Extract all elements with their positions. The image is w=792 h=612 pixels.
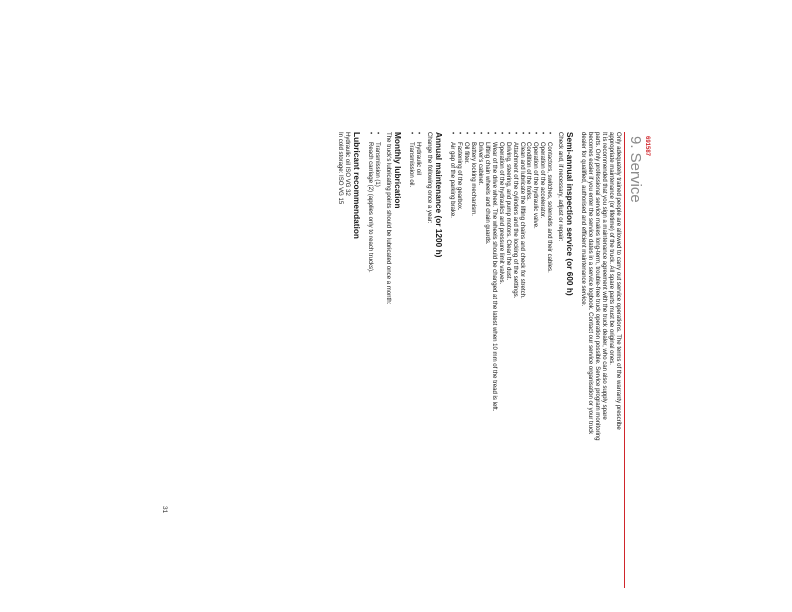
lubricant-line: Hydraulic oil ISO VG 32	[344, 132, 351, 196]
annual-list	[407, 132, 421, 588]
intro-line: appropriate maintenance (or lifetime) of the truck. All spare parts must be original ones.	[608, 132, 615, 365]
page-title: 9. Service	[627, 136, 644, 203]
semi-annual-lead: Check and, if necessary, adjust or repair:	[557, 132, 564, 242]
annual-heading: Annual maintenance (or 1200 h)	[434, 132, 445, 258]
intro-paragraph	[579, 132, 621, 588]
list-item: • Clean and lubricate the lifting chains and check for stretch.	[518, 132, 525, 588]
list-item: • Contactors, switches, solenoids and their cables.	[545, 132, 552, 588]
monthly-heading: Monthly lubrication	[393, 132, 404, 209]
lubricant-line: In cold storage: ISO VG 15	[337, 132, 344, 205]
intro-line: Only adequately trained people are allowed to carry out service operations. The terms of the warranty prescribe	[615, 132, 621, 430]
list-item: • Air gap of the parking brake.	[448, 132, 455, 588]
lubricant-heading: Lubricant recommendation	[352, 132, 363, 239]
list-item: • Transmission oil.	[407, 132, 414, 588]
annual-lead: Change the following once a year:	[426, 132, 433, 224]
rotated-page-content	[161, 132, 650, 588]
list-item: • Reach carriage (2) (applies only to reach trucks).	[366, 132, 373, 588]
list-item: • Battery locking mechanism.	[469, 132, 476, 588]
list-item: • Fastening of the gearbox.	[455, 132, 462, 588]
semi-annual-list	[448, 132, 552, 588]
title-divider	[624, 132, 625, 588]
list-item: • Condition of the forks.	[525, 132, 532, 588]
intro-line: It is recommended that you sign a maintenance agreement with the truck dealer, who can also supply spare	[601, 132, 608, 420]
list-item: • Driver's cabinet.	[476, 132, 483, 588]
monthly-lead: The truck's lubricating points should be lubricated once a month:	[385, 132, 392, 305]
list-item: • Operation of the accelerator.	[538, 132, 545, 588]
intro-line: parts. Only professional service makes long-term, trouble-free truck operation possible. Service program monitoring	[594, 132, 601, 441]
intro-line: becomes easier if you enter the service dates in a service logbook. Contact our service organisation or your truck	[587, 132, 594, 435]
semi-annual-heading: Semi-annual inspection service (or 600 h)	[565, 132, 576, 296]
list-item: • Operation of the hydraulic valve.	[531, 132, 538, 588]
list-item: • Oil filter.	[462, 132, 469, 588]
document-code: 691587	[644, 136, 650, 157]
list-item: • Hydraulic oil	[414, 132, 421, 588]
page-number: 31	[161, 506, 168, 514]
list-item: • Wear of the drive wheel. The wheels should be changed at the latest when 10 mm of the tread is left.	[490, 132, 497, 588]
list-item: • Transmission (1)	[373, 132, 380, 588]
monthly-list	[366, 132, 380, 588]
list-item: • Driving, steering, and pump motors. Clean the dust.	[504, 132, 511, 588]
page-body	[336, 132, 621, 588]
list-item: • Operation of the hydraulics and pressure limit valves.	[497, 132, 504, 588]
intro-line: dealer for qualified, authorised and efficient maintenance service.	[580, 132, 587, 307]
list-item: • Lifting chain wheels and chain guards.	[483, 132, 490, 588]
list-item: • Attachment of the cylinders and the locking of the settings.	[511, 132, 518, 588]
